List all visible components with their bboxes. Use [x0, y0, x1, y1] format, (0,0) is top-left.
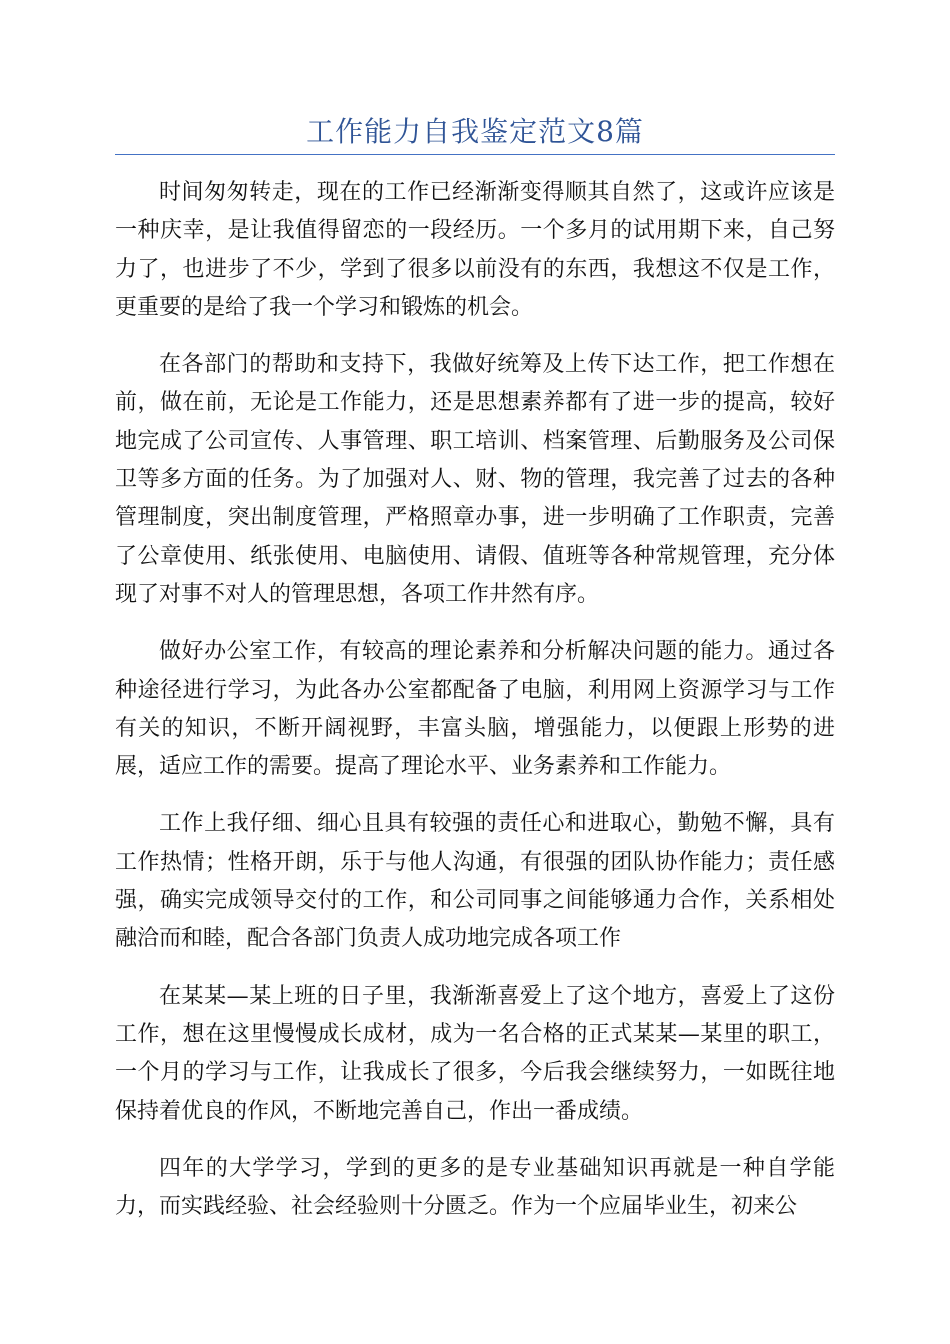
paragraph: 在各部门的帮助和支持下，我做好统筹及上传下达工作，把工作想在前，做在前，无论是工作能力，还是思想素养都有了进一步的提高，较好地完成了公司宣传、人事管理、职工培训、档案管理、后勤服务及公司保卫等多方面的任务。为了加强对人、财、物的管理，我完善了过去的各种管理制度，突出制度管理，严格照章办事，进一步明确了工作职责，完善了公章使用、纸张使用、电脑使用、请假、值班等各种常规管理，充分体现了对事不对人的管理思想，各项工作井然有序。	[115, 352, 835, 607]
paragraph: 在某某—某上班的日子里，我渐渐喜爱上了这个地方，喜爱上了这份工作，想在这里慢慢成长成材，成为一名合格的正式某某—某里的职工，一个月的学习与工作，让我成长了很多，今后我会继续努力，一如既往地保持着优良的作风，不断地完善自己，作出一番成绩。	[115, 983, 835, 1124]
document-body	[115, 174, 835, 1245]
document-title: 工作能力自我鉴定范文8篇	[306, 115, 644, 148]
title-underline	[115, 154, 835, 155]
paragraph: 工作上我仔细、细心且具有较强的责任心和进取心，勤勉不懈，具有工作热情；性格开朗，乐于与他人沟通，有很强的团队协作能力；责任感强，确实完成领导交付的工作，和公司同事之间能够通力合作，关系相处融洽而和睦，配合各部门负责人成功地完成各项工作	[115, 811, 835, 952]
paragraph: 四年的大学学习，学到的更多的是专业基础知识再就是一种自学能力，而实践经验、社会经验则十分匮乏。作为一个应届毕业生，初来公	[115, 1155, 835, 1220]
paragraph: 做好办公室工作，有较高的理论素养和分析解决问题的能力。通过各种途径进行学习，为此各办公室都配备了电脑，利用网上资源学习与工作有关的知识，不断开阔视野，丰富头脑，增强能力，以便跟上形势的进展，适应工作的需要。提高了理论水平、业务素养和工作能力。	[115, 639, 835, 780]
paragraph: 时间匆匆转走，现在的工作已经渐渐变得顺其自然了，这或许应该是一种庆幸，是让我值得留恋的一段经历。一个多月的试用期下来，自己努力了，也进步了不少，学到了很多以前没有的东西，我想这不仅是工作，更重要的是给了我一个学习和锻炼的机会。	[115, 180, 835, 320]
